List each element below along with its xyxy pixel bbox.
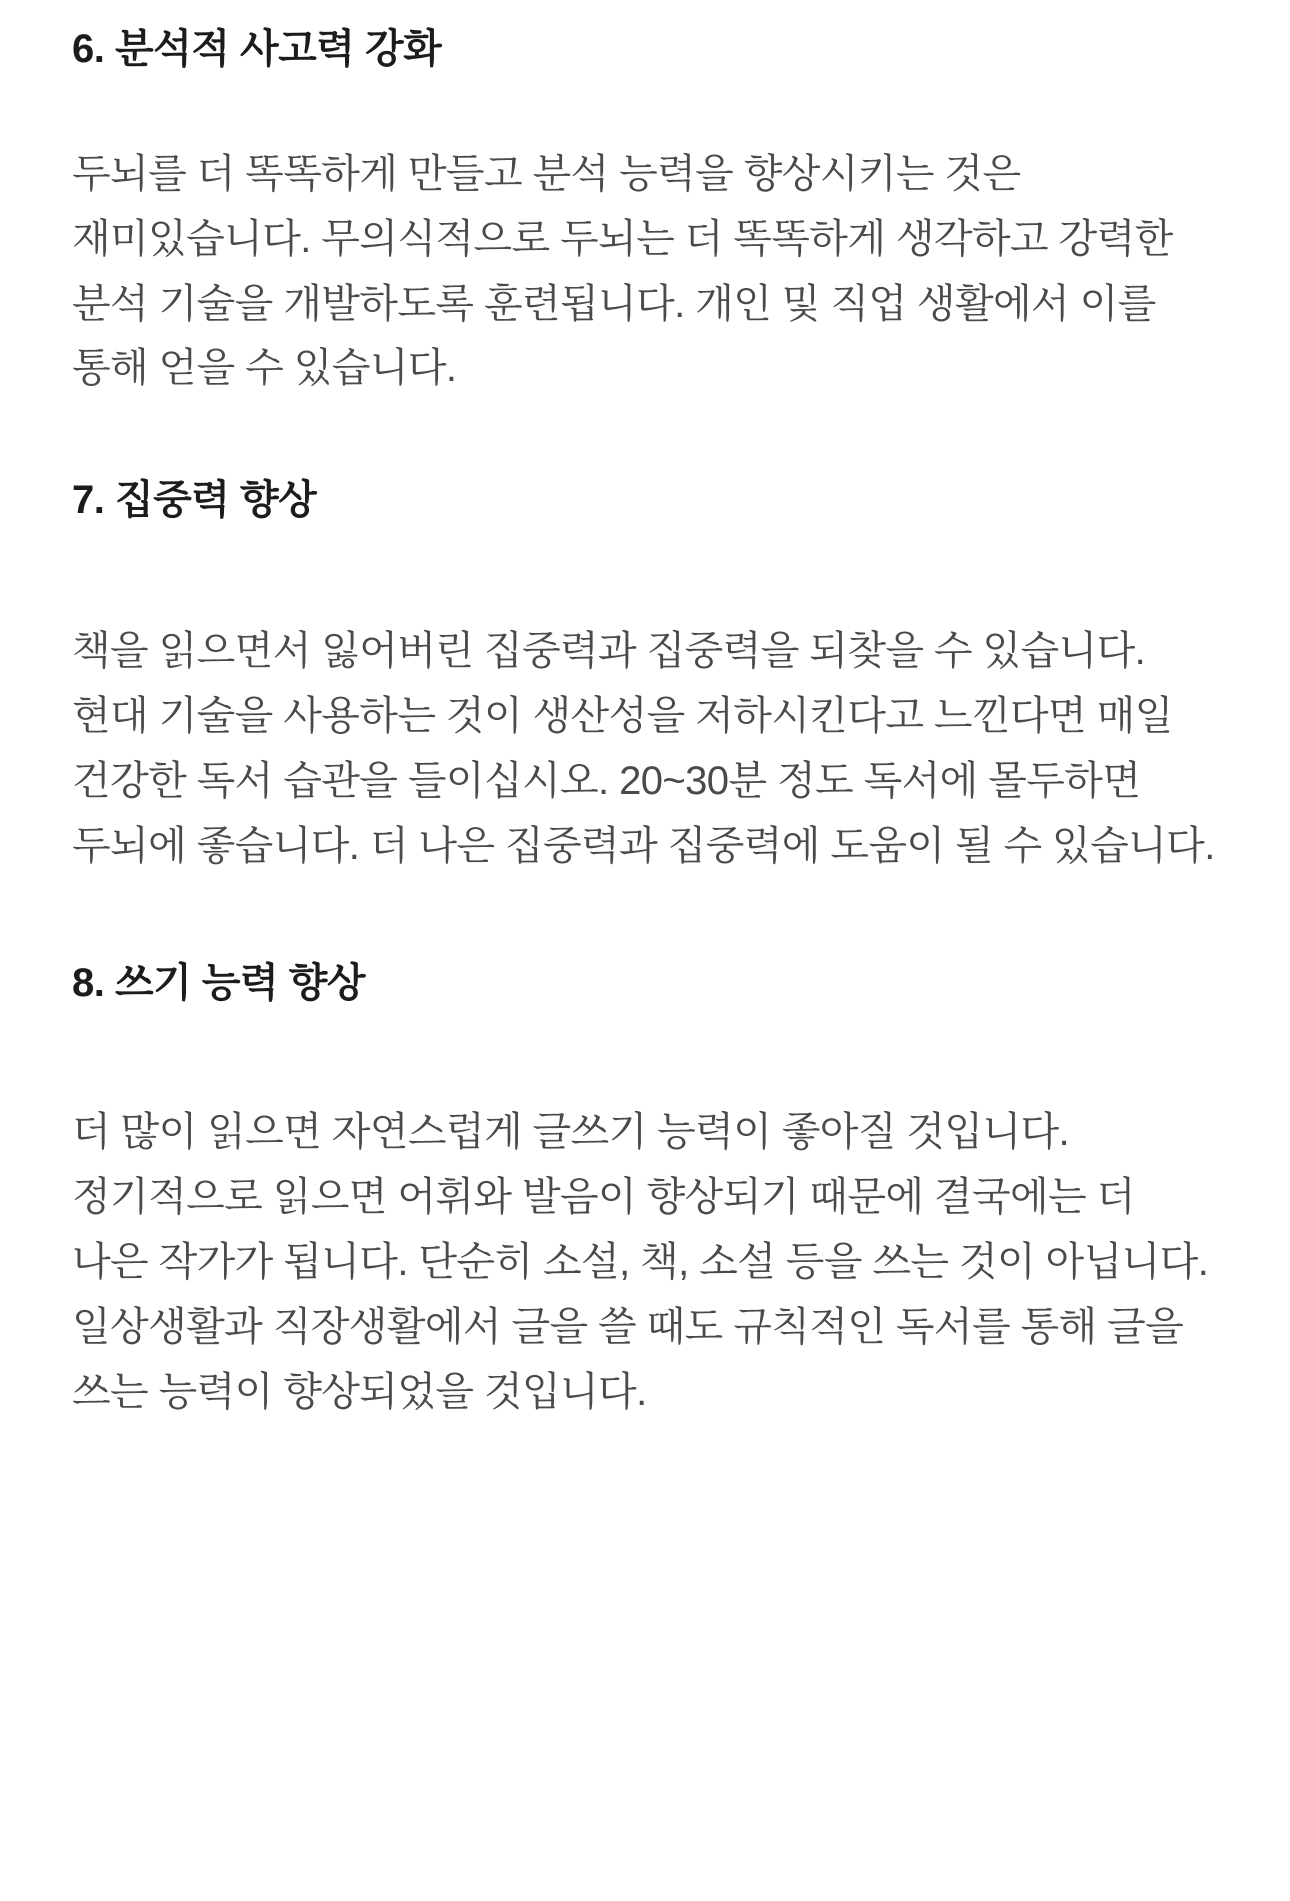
- spacer: [72, 401, 1218, 473]
- section-6-heading: 6. 분석적 사고력 강화: [72, 27, 442, 71]
- section-7-paragraph: 책을 읽으면서 잃어버린 집중력과 집중력을 되찾을 수 있습니다. 현대 기술을 사용하는 것이 생산성을 저하시킨다고 느낀다면 매일 건강한 독서 습관을 들이십시오. 20~30분 정도 독서에 몰두하면 두뇌에 좋습니다. 더 나은 집중력과 집중력에 도움이 될 수 있습니다.: [72, 629, 1215, 868]
- spacer: [72, 1010, 1218, 1100]
- section-8-heading: 8. 쓰기 능력 향상: [72, 961, 366, 1006]
- section-7: [72, 473, 1218, 878]
- section-7-heading: 7. 집중력 향상: [72, 478, 317, 523]
- spacer: [72, 527, 1218, 619]
- spacer: [72, 76, 1218, 142]
- section-8: [72, 956, 1218, 1424]
- spacer: [72, 878, 1218, 956]
- section-6: [72, 22, 1218, 401]
- section-8-paragraph: 더 많이 읽으면 자연스럽게 글쓰기 능력이 좋아질 것입니다. 정기적으로 읽으면 어휘와 발음이 향상되기 때문에 결국에는 더 나은 작가가 됩니다. 단순히 소설, 책, 소설 등을 쓰는 것이 아닙니다. 일상생활과 직장생활에서 글을 쓸 때도 규칙적인 독서를 통해 글을 쓰는 능력이 향상되었을 것입니다.: [72, 1110, 1209, 1414]
- section-6-paragraph: 두뇌를 더 똑똑하게 만들고 분석 능력을 향상시키는 것은 재미있습니다. 무의식적으로 두뇌는 더 똑똑하게 생각하고 강력한 분석 기술을 개발하도록 훈련됩니다. 개인 및 직업 생활에서 이를 통해 얻을 수 있습니다.: [72, 152, 1173, 391]
